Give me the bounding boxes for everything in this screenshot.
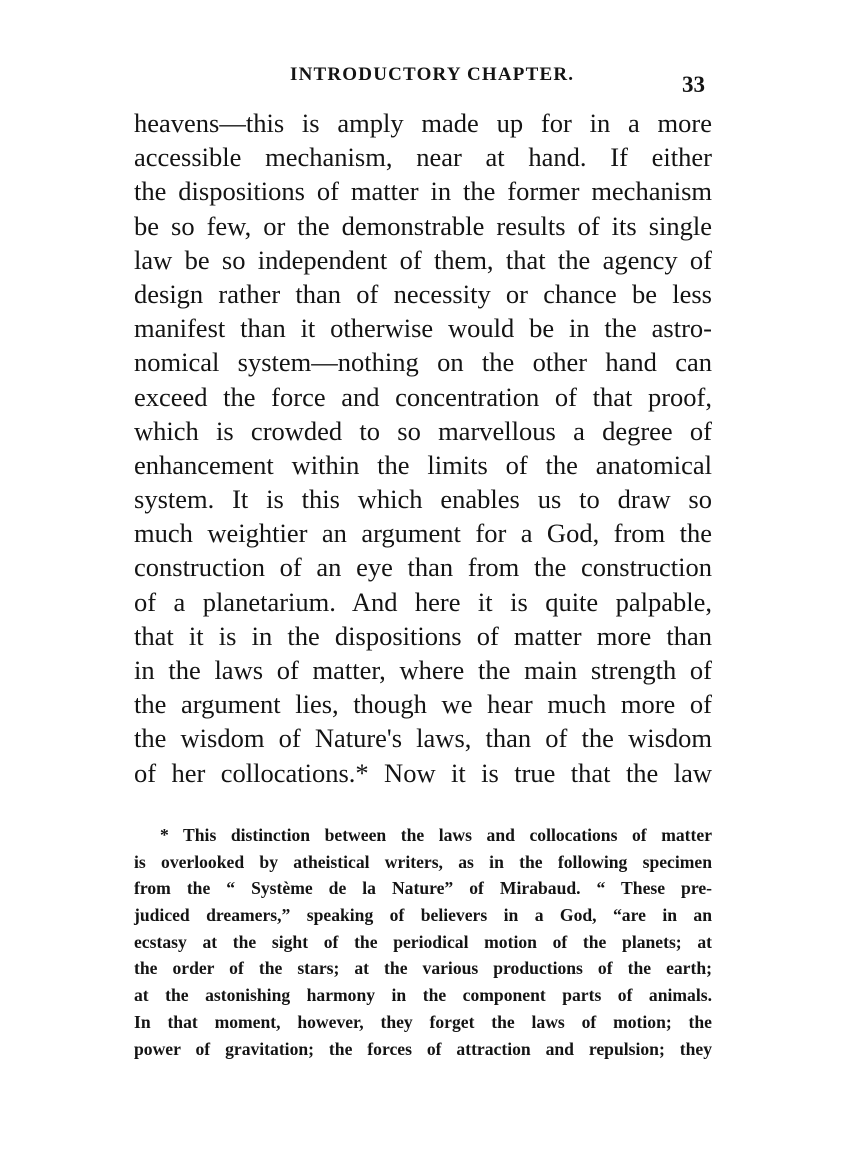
body-line: heavens—this is amply made up for in a more [134, 108, 712, 138]
body-line: the wisdom of Nature's laws, than of the wisdom [134, 723, 712, 754]
footnote-line: ecstasy at the sight of the periodical motion of the planets; at [134, 931, 712, 952]
chapter-title: INTRODUCTORY CHAPTER. [290, 64, 575, 85]
body-line: accessible mechanism, near at hand. If either [134, 142, 712, 173]
footnote-line: * This distinction between the laws and collocations of matter [160, 825, 712, 845]
body-line: enhancement within the limits of the anatomical [134, 449, 712, 480]
footnote [134, 822, 712, 1062]
body-line: in the laws of matter, where the main strength of [134, 655, 712, 685]
running-head [0, 62, 850, 97]
body-line: the dispositions of matter in the former mechanism [134, 176, 712, 207]
page-number: 33 [682, 72, 705, 97]
body-line: design rather than of necessity or chance be less [134, 278, 712, 309]
footnote-line: judiced dreamers,” speaking of believers in a God, “are in an [134, 905, 712, 926]
body-line: of her collocations.* Now it is true that the law [134, 757, 712, 788]
body-line: manifest than it otherwise would be in the astro- [134, 313, 712, 344]
footnote-line: In that moment, however, they forget the laws of motion; the [134, 1011, 712, 1032]
footnote-line: from the “ Système de la Nature” of Mirabaud. “ These pre- [134, 878, 712, 899]
body-line: system. It is this which enables us to draw so [134, 484, 712, 515]
body-line: which is crowded to so marvellous a degree of [134, 415, 712, 446]
body-line: of a planetarium. And here it is quite palpable, [134, 586, 712, 617]
body-line: much weightier an argument for a God, from the [134, 518, 712, 549]
footnote-line: is overlooked by atheistical writers, as in the following specimen [134, 851, 712, 872]
footnote-line: at the astonishing harmony in the component parts of animals. [134, 985, 712, 1006]
footnote-line: power of gravitation; the forces of attraction and repulsion; they [134, 1038, 712, 1059]
body-line: that it is in the dispositions of matter more than [134, 620, 712, 651]
body-line: exceed the force and concentration of that proof, [134, 381, 712, 412]
body-line: be so few, or the demonstrable results of its single [134, 210, 712, 241]
body-line: the argument lies, though we hear much more of [134, 689, 712, 720]
body-line: nomical system—nothing on the other hand can [134, 347, 712, 378]
body-text [134, 106, 712, 790]
body-line: law be so independent of them, that the agency of [134, 244, 712, 275]
footnote-line: the order of the stars; at the various productions of the earth; [134, 958, 712, 979]
body-line: construction of an eye than from the construction [134, 552, 712, 583]
